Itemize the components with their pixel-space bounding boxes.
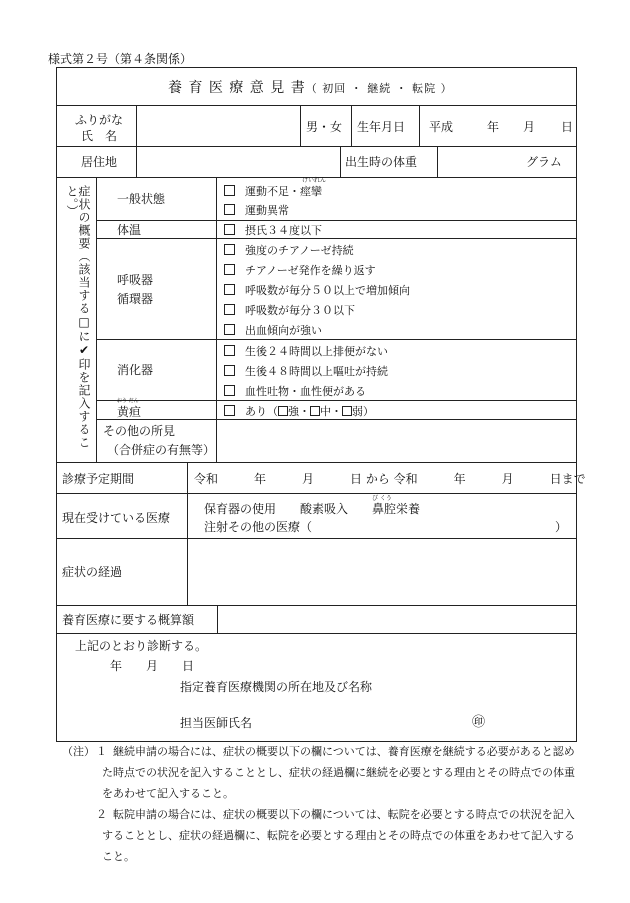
resp-item-2[interactable]: チアノーゼ発作を繰り返す: [224, 264, 376, 276]
digest-item-2[interactable]: 生後４８時間以上嘔吐が持続: [224, 365, 388, 377]
sex-field[interactable]: 男・女: [306, 120, 343, 134]
note-1-line-3: をあわせて記入すること。: [102, 787, 234, 800]
frame-left: [56, 67, 57, 742]
resp-item-3[interactable]: 呼吸数が毎分５０以上で増加傾向: [224, 284, 410, 296]
note-2-line-3: こと。: [102, 850, 135, 863]
other-sub-label: （合併症の有無等）: [107, 443, 216, 457]
frame-right: [576, 67, 577, 742]
note-2-line-2: することとし、症状の経過欄に、転院を必要とする理由とその時点での体重をあわせて記入する: [102, 829, 575, 842]
checkbox[interactable]: [224, 224, 235, 235]
birth-weight-field[interactable]: グラム: [526, 155, 562, 169]
progress-field[interactable]: [188, 539, 576, 605]
checkbox[interactable]: [224, 304, 235, 315]
jaundice-ruby: おう だん: [117, 398, 139, 404]
nasal-ruby: び くう: [372, 495, 392, 502]
checkbox[interactable]: [224, 284, 235, 295]
checkbox-mid[interactable]: [310, 406, 320, 416]
checkbox[interactable]: [224, 405, 235, 416]
current-other-close: ）: [555, 520, 568, 534]
checkbox[interactable]: [224, 385, 235, 396]
form-title: 養 育 医 療 意 見 書（ 初回 ・ 継続 ・ 転院 ）: [168, 80, 453, 96]
general-item-2[interactable]: 運動異常: [224, 204, 289, 216]
general-label: 一般状態: [117, 192, 166, 206]
schedule-label: 診療予定期間: [62, 472, 135, 486]
resp-item-1[interactable]: 強度のチアノーゼ持続: [224, 244, 354, 256]
address-field[interactable]: [137, 147, 340, 177]
seal-icon: ㊞: [472, 715, 486, 730]
current-label: 現在受けている医療: [62, 511, 171, 525]
note-1-line-1: 継続申請の場合には、症状の概要以下の欄については、養育医療を継続する必要があると認め: [113, 745, 575, 758]
checkbox[interactable]: [224, 264, 235, 275]
checkbox-strong[interactable]: [278, 406, 288, 416]
doctor-label: 担当医師氏名: [180, 716, 253, 730]
current-options[interactable]: 保育器の使用 酸素吸入 鼻腔栄養: [204, 502, 421, 516]
dob-label: 生年月日: [357, 120, 406, 134]
name-field[interactable]: [137, 106, 300, 146]
checkbox[interactable]: [224, 365, 235, 376]
temp-label: 体温: [117, 223, 142, 237]
institution-label: 指定養育医療機関の所在地及び名称: [180, 680, 373, 694]
cost-field[interactable]: [218, 606, 576, 633]
digest-item-3[interactable]: 血性吐物・血性便がある: [224, 385, 366, 397]
circ-label: 循環器: [117, 292, 154, 306]
address-label: 居住地: [81, 155, 118, 169]
jaundice-item[interactable]: あり（ 強・ 中・ 弱）: [224, 405, 374, 417]
checkbox[interactable]: [224, 185, 235, 196]
jaundice-label: 黄疸: [117, 405, 142, 419]
dob-field[interactable]: 平成 年 月 日: [429, 120, 574, 134]
cost-label: 養育医療に要する概算額: [62, 613, 195, 627]
temp-item-1[interactable]: 摂氏３４度以下: [224, 224, 322, 236]
note-2-num: ２: [96, 808, 107, 821]
other-label: その他の所見: [103, 424, 176, 438]
note-2-line-1: 転院申請の場合には、症状の概要以下の欄については、転院を必要とする時点での状況を記入: [113, 808, 575, 821]
other-field[interactable]: [217, 420, 576, 462]
checkbox[interactable]: [224, 204, 235, 215]
resp-item-5[interactable]: 出血傾向が強い: [224, 324, 322, 336]
convulsion-ruby: けいれん: [302, 177, 327, 184]
frame-top: [56, 67, 577, 68]
birth-weight-label: 出生時の体重: [345, 155, 418, 169]
general-item-1[interactable]: 運動不足・痙攣: [224, 185, 322, 197]
note-prefix: （注）: [62, 745, 95, 758]
digest-item-1[interactable]: 生後２４時間以上排便がない: [224, 345, 388, 357]
diagnosis-statement: 上記のとおり診断する。: [75, 639, 208, 653]
resp-item-4[interactable]: 呼吸数が毎分３０以下: [224, 304, 355, 316]
symptoms-side-label: 症状の概要（該当する□に✔印を記入すること。）: [65, 185, 91, 449]
furigana-label: ふりがな: [75, 113, 124, 127]
resp-label: 呼吸器: [117, 273, 154, 287]
progress-label: 症状の経過: [62, 565, 123, 579]
schedule-field[interactable]: 令和 年 月 日 から 令和 年 月 日まで: [194, 472, 586, 486]
digest-label: 消化器: [117, 363, 154, 377]
current-other[interactable]: 注射その他の医療（: [204, 520, 313, 534]
checkbox[interactable]: [224, 345, 235, 356]
diagnosis-date[interactable]: 年 月 日: [110, 659, 195, 673]
form-number: 様式第２号（第４条関係）: [48, 52, 193, 66]
checkbox-weak[interactable]: [342, 406, 352, 416]
note-1-line-2: た時点での状況を記入することとし、症状の経過欄に継続を必要とする理由とその時点での体重: [102, 766, 575, 779]
name-label: 氏 名: [81, 129, 118, 143]
checkbox[interactable]: [224, 324, 235, 335]
checkbox[interactable]: [224, 244, 235, 255]
note-1-num: １: [96, 745, 107, 758]
